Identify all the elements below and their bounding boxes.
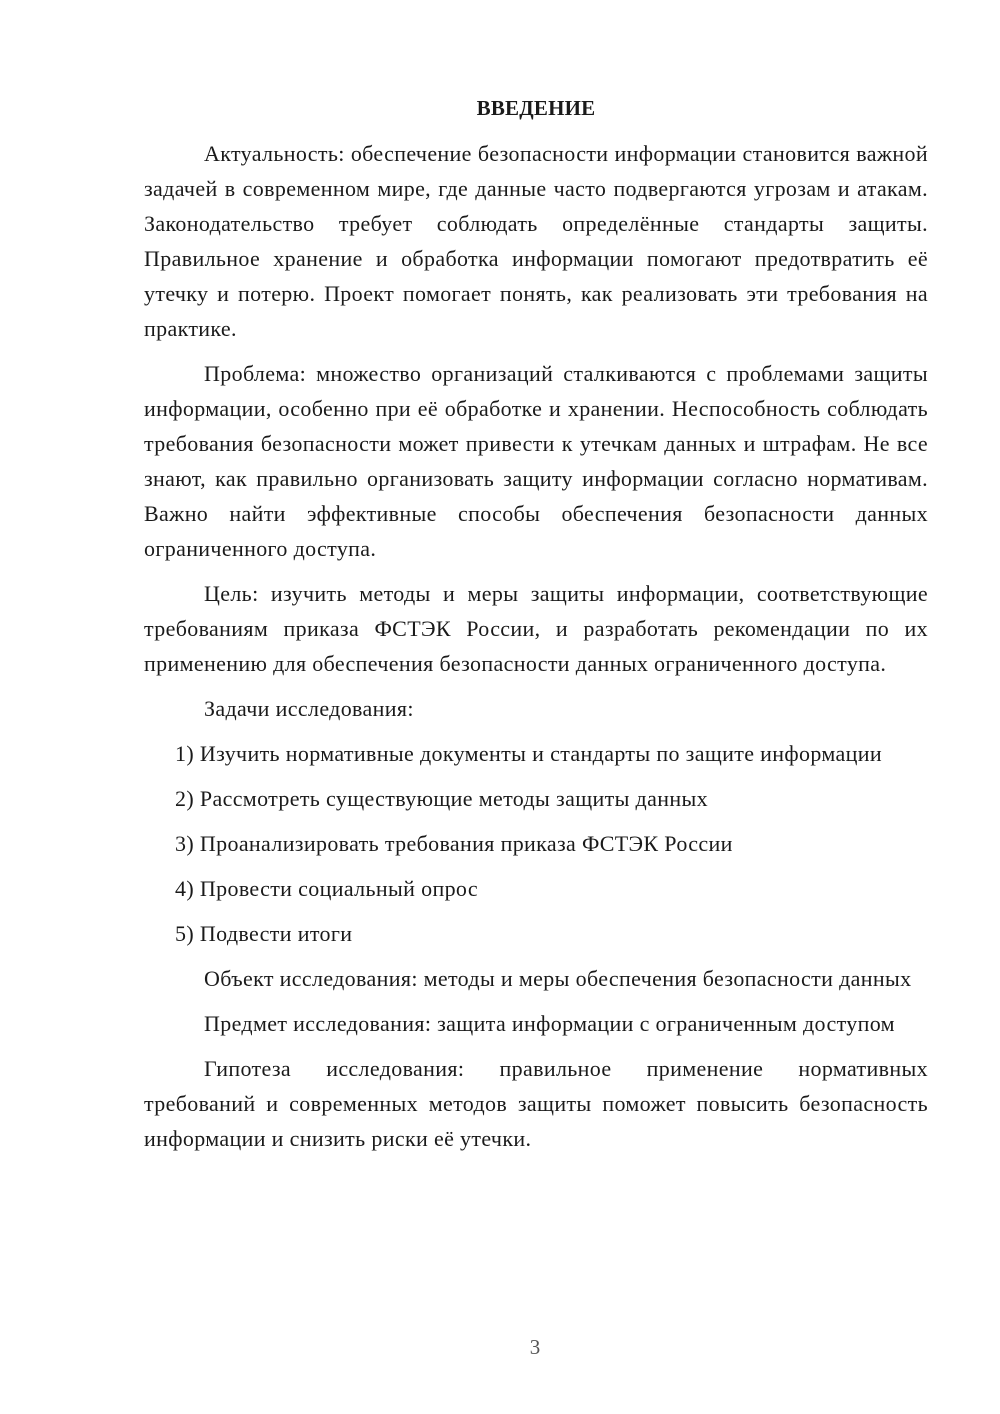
hypothesis-paragraph: Гипотеза исследования: правильное применение нормативных требований и современных методов защиты поможет повысить безопасность информации и снизить риски её утечки. [144,1056,928,1151]
page-title: ВВЕДЕНИЕ [476,96,596,120]
document-page [144,94,928,1156]
list-item: 1) Изучить нормативные документы и стандарты по защите информации [175,741,882,766]
goal-paragraph: Цель: изучить методы и меры защиты информации, соответствующие требованиям приказа ФСТЭК России, и разработать рекомендации по их применению для обеспечения безопасности данных ограниченного доступа. [144,581,928,676]
list-item: 3) Проанализировать требования приказа ФСТЭК России [175,831,733,856]
tasks-list [144,736,928,951]
relevance-paragraph: Актуальность: обеспечение безопасности информации становится важной задачей в современном мире, где данные часто подвергаются угрозам и атакам. Законодательство требует соблюдать определённые стандарты защиты. Правильное хранение и обработка информации помогают предотвратить её утечку и потерю. Проект помогает понять, как реализовать эти требования на практике. [144,141,928,341]
list-item: 2) Рассмотреть существующие методы защиты данных [175,786,708,811]
subject-paragraph: Предмет исследования: защита информации с ограниченным доступом [204,1011,895,1036]
problem-paragraph: Проблема: множество организаций сталкиваются с проблемами защиты информации, особенно при её обработке и хранении. Неспособность соблюдать требования безопасности может привести к утечкам данных и штрафам. Не все знают, как правильно организовать защиту информации согласно нормативам. Важно найти эффективные способы обеспечения безопасности данных ограниченного доступа. [144,361,928,561]
object-paragraph: Объект исследования: методы и меры обеспечения безопасности данных [204,966,912,991]
page-number: 3 [529,1335,541,1359]
tasks-heading: Задачи исследования: [204,696,414,721]
list-item: 5) Подвести итоги [175,921,353,946]
list-item: 4) Провести социальный опрос [175,876,478,901]
